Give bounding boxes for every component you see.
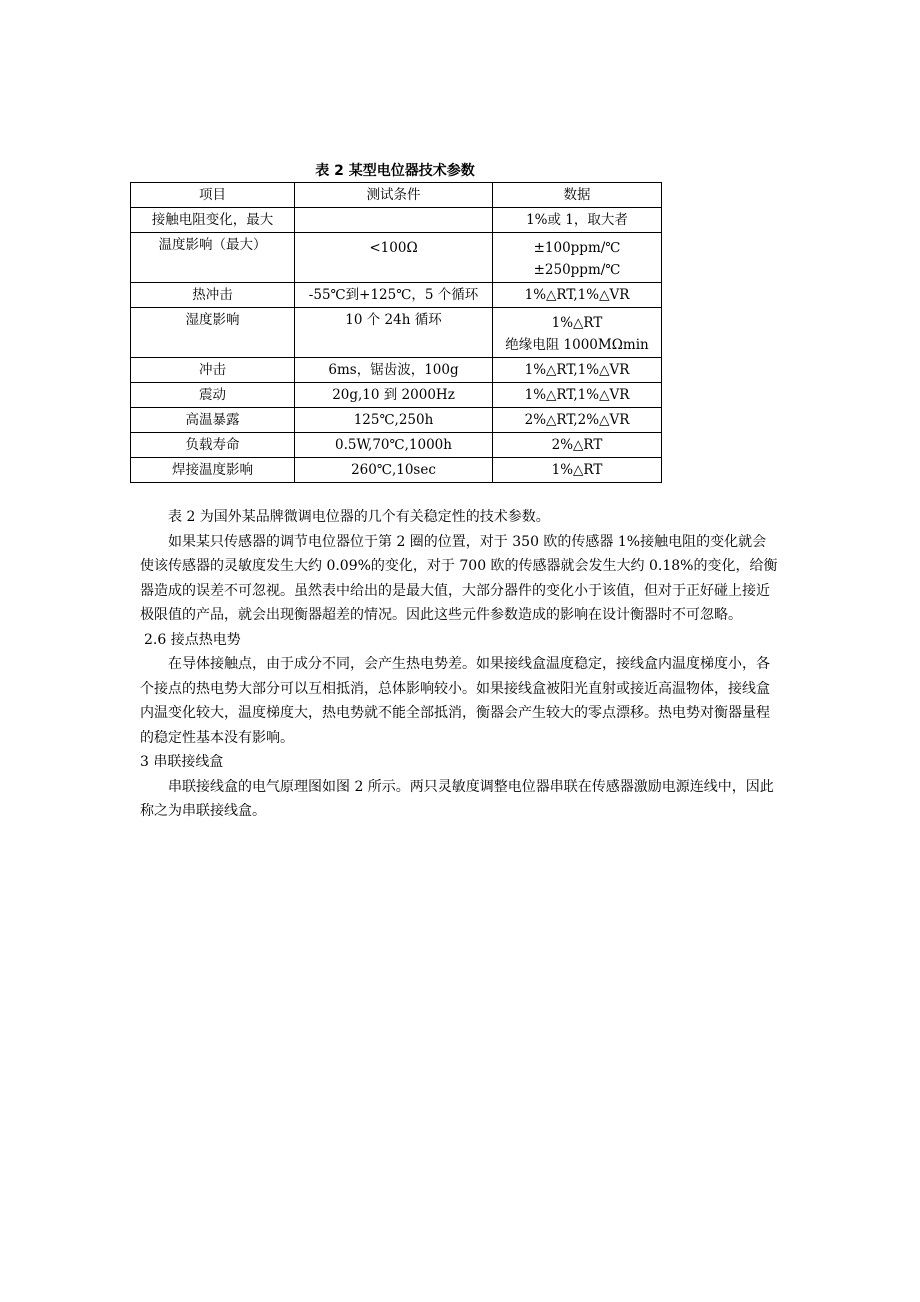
- paragraph: 在导体接触点，由于成分不同，会产生热电势差。如果接线盒温度稳定，接线盒内温度梯度小，各个接点的热电势大部分可以互相抵消，总体影响较小。如果接线盒被阳光直射或接近高温物体，接线盒内温变化较大，温度梯度大，热电势就不能全部抵消，衡器会产生较大的零点漂移。热电势对衡器量程的稳定性基本没有影响。: [140, 656, 770, 746]
- row-data: [493, 233, 662, 283]
- row-condition: [295, 208, 493, 233]
- section-heading: 3 串联接线盒: [140, 754, 224, 770]
- table-row: [131, 358, 662, 383]
- paragraph: 表 2 为国外某品牌微调电位器的几个有关稳定性的技术参数。: [168, 509, 550, 525]
- table-row: [131, 433, 662, 458]
- row-data-line: 1%或 1，取大者: [526, 212, 628, 228]
- row-condition: 6ms，锯齿波，100g: [295, 358, 493, 383]
- table-row: [131, 458, 662, 483]
- table-caption: 表 2 某型电位器技术参数: [315, 163, 475, 179]
- header-item: 项目: [131, 183, 295, 208]
- row-data: [493, 383, 662, 408]
- row-data: [493, 433, 662, 458]
- table-header-row: [131, 183, 662, 208]
- row-data: [493, 458, 662, 483]
- row-data: [493, 283, 662, 308]
- table-row: [131, 233, 662, 283]
- row-data-line: 1%△RT: [551, 315, 603, 331]
- row-data-line: 1%△RT,1%△VR: [524, 287, 630, 303]
- paragraph: 串联接线盒的电气原理图如图 2 所示。两只灵敏度调整电位器串联在传感器激励电源连线中，因此称之为串联接线盒。: [140, 778, 774, 819]
- row-item: 负载寿命: [131, 433, 295, 458]
- body-text: [140, 505, 780, 824]
- row-data-line: ±250ppm/℃: [533, 262, 621, 278]
- row-condition: 125℃,250h: [295, 408, 493, 433]
- row-data-line: ±100ppm/℃: [533, 240, 621, 256]
- row-item: 湿度影响: [131, 308, 295, 358]
- row-item: 热冲击: [131, 283, 295, 308]
- row-data-line: 2%△RT: [551, 437, 603, 453]
- row-data: [493, 358, 662, 383]
- table-row: [131, 208, 662, 233]
- header-condition: 测试条件: [295, 183, 493, 208]
- row-data-line: 2%△RT,2%△VR: [524, 412, 630, 428]
- row-condition: -55℃到+125℃，5 个循环: [295, 283, 493, 308]
- row-data: [493, 408, 662, 433]
- row-item: 温度影响（最大）: [131, 233, 295, 283]
- row-data-line: 1%△RT,1%△VR: [524, 387, 630, 403]
- row-item: 冲击: [131, 358, 295, 383]
- table-row: [131, 408, 662, 433]
- table-row: [131, 283, 662, 308]
- row-condition: 0.5W,70℃,1000h: [295, 433, 493, 458]
- row-item: 焊接温度影响: [131, 458, 295, 483]
- row-data-line: 绝缘电阻 1000MΩmin: [505, 337, 649, 353]
- header-data: 数据: [493, 183, 662, 208]
- row-item: 高温暴露: [131, 408, 295, 433]
- spec-table: [130, 182, 662, 483]
- row-condition: 20g,10 到 2000Hz: [295, 383, 493, 408]
- row-condition: <100Ω: [295, 233, 493, 283]
- row-data: [493, 208, 662, 233]
- row-condition: 260℃,10sec: [295, 458, 493, 483]
- row-data: [493, 308, 662, 358]
- section-heading: 2.6 接点热电势: [144, 631, 241, 648]
- row-item: 震动: [131, 383, 295, 408]
- table-row: [131, 308, 662, 358]
- paragraph: 如果某只传感器的调节电位器位于第 2 圈的位置，对于 350 欧的传感器 1%接触电阻的变化就会使该传感器的灵敏度发生大约 0.09%的变化，对于 700 欧的传感器就会发生大约 0.18%的变化，给衡器造成的误差不可忽视。虽然表中给出的是最大值，大部分器件的变化小于该值，但对于正好碰上接近极限值的产品，就会出现衡器超差的情况。因此这些元件参数造成的影响在设计衡器时不可忽略。: [140, 533, 778, 623]
- row-condition: 10 个 24h 循环: [295, 308, 493, 358]
- table-row: [131, 383, 662, 408]
- row-data-line: 1%△RT: [551, 462, 603, 478]
- row-item: 接触电阻变化，最大: [131, 208, 295, 233]
- row-data-line: 1%△RT,1%△VR: [524, 362, 630, 378]
